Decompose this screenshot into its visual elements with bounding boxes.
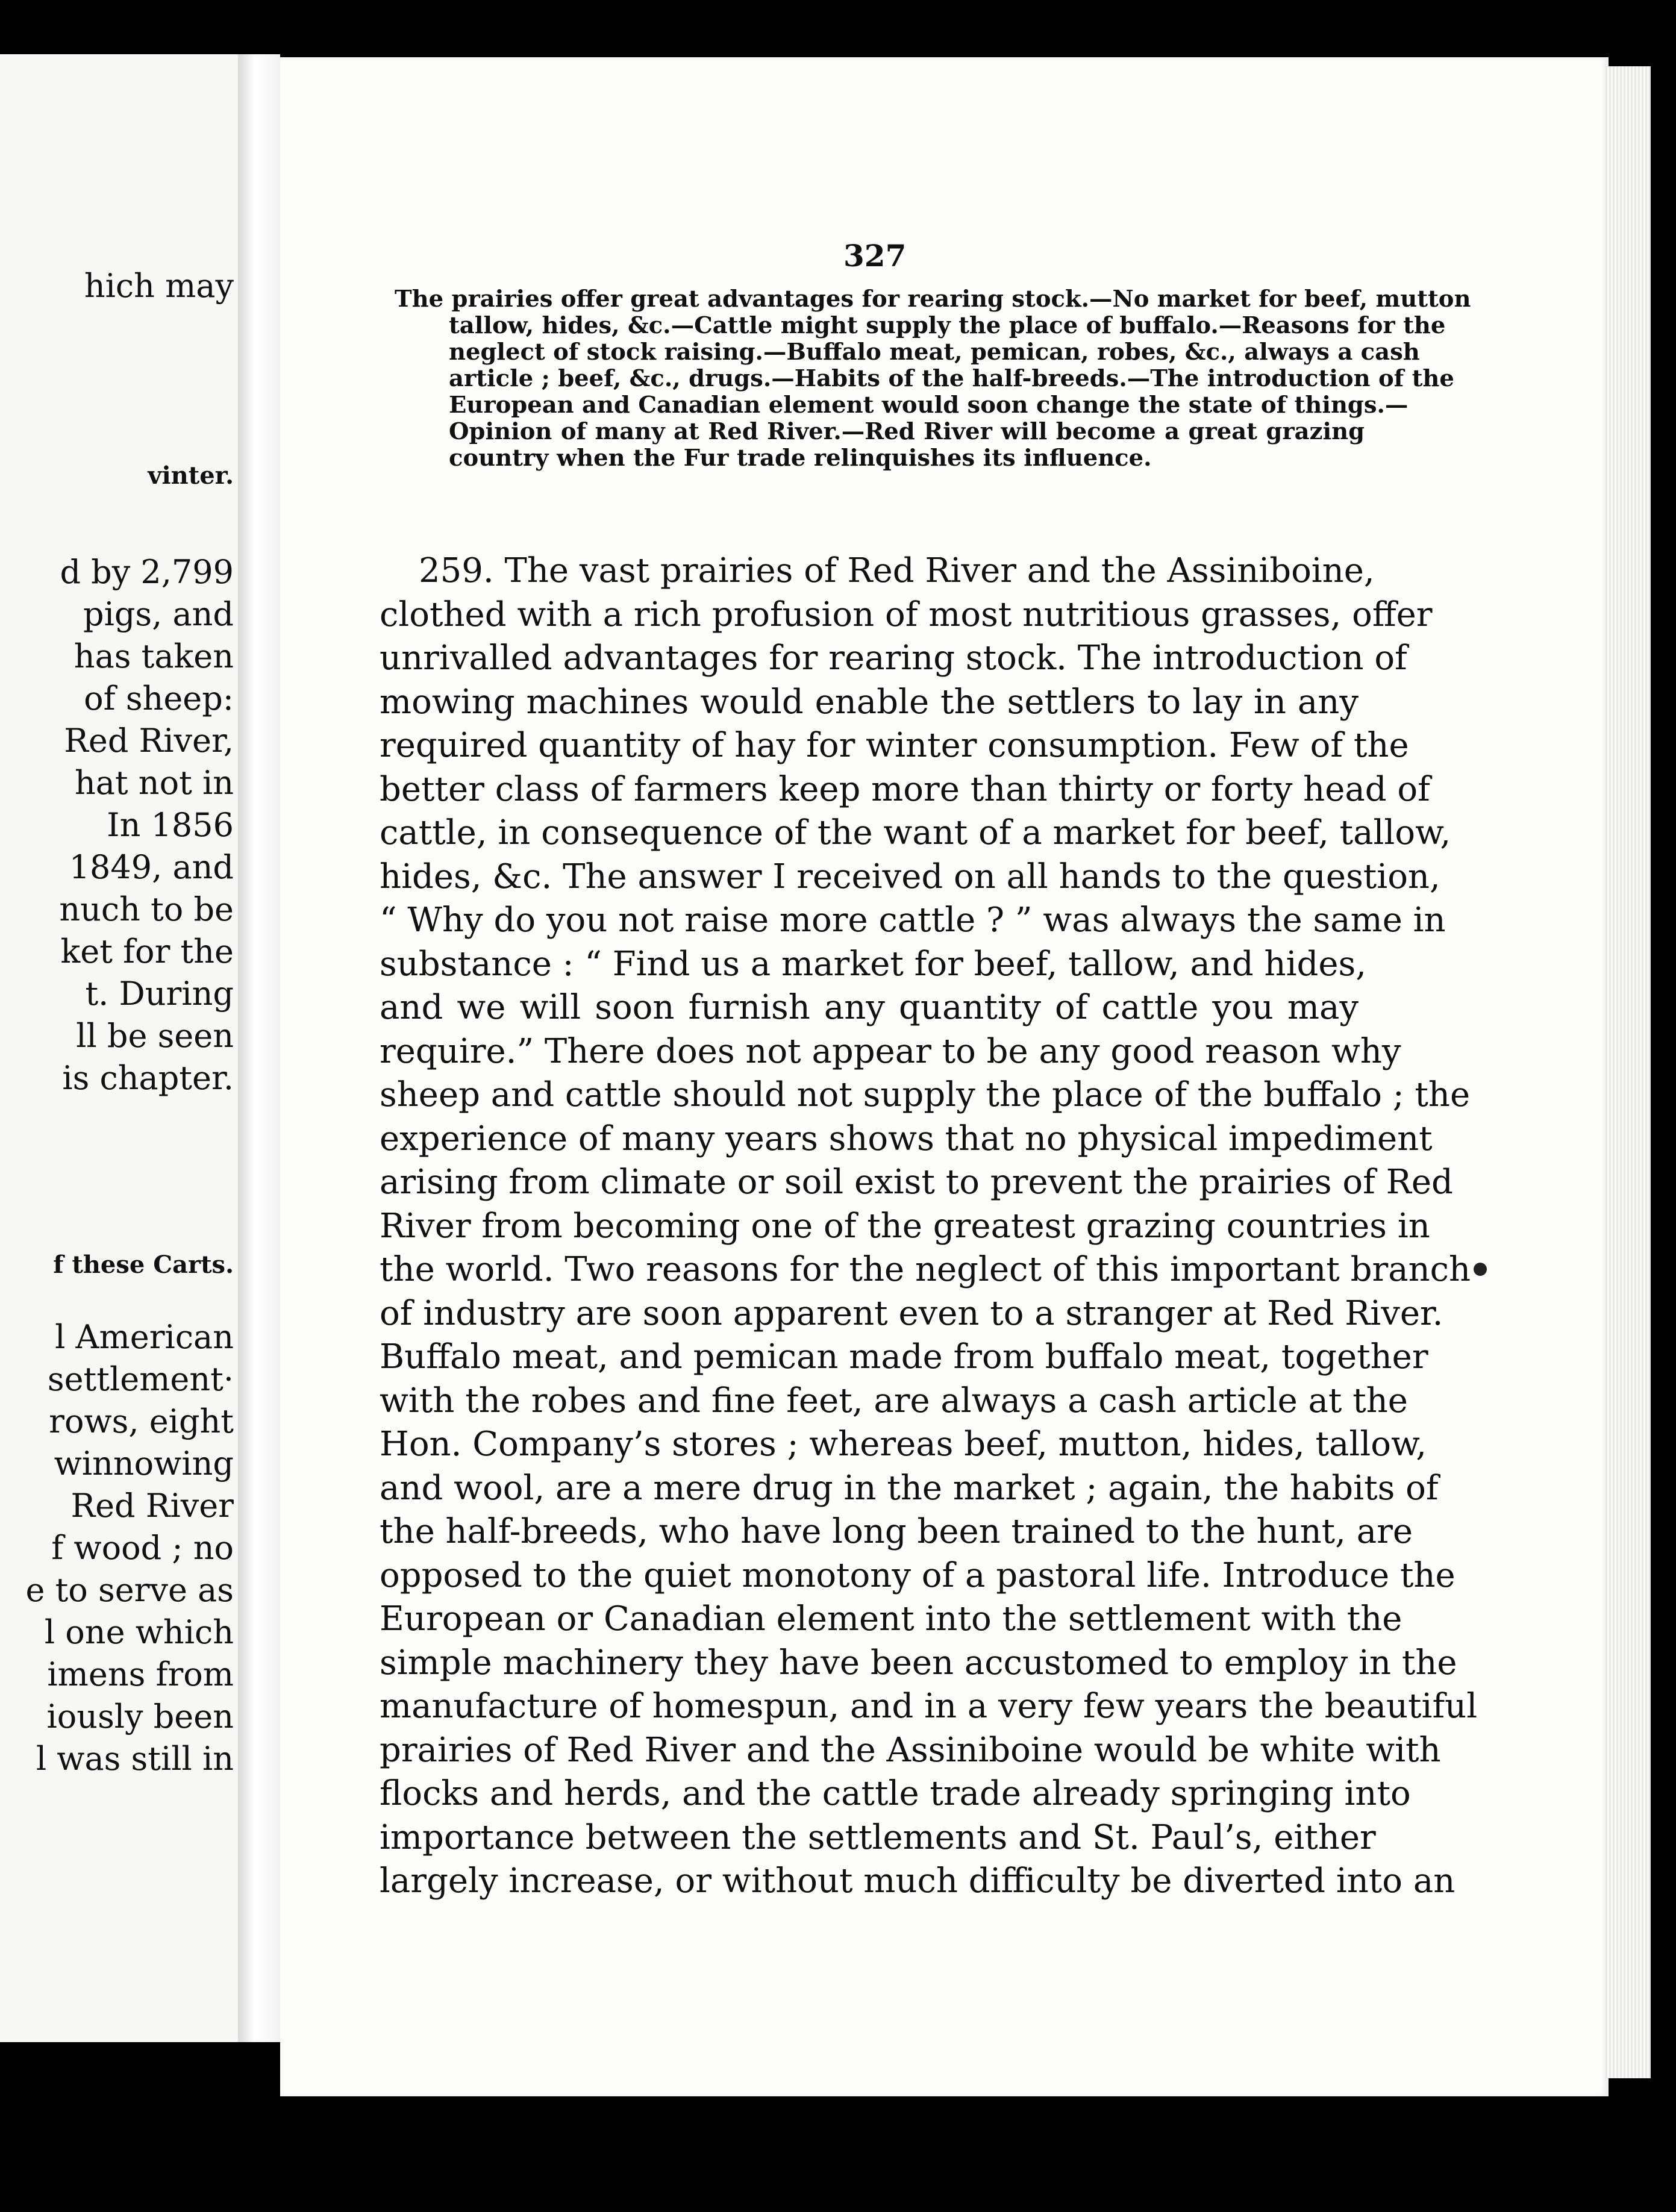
body-line: substance : “ Find us a market for beef, tallow, and hides, [380, 944, 1367, 984]
body-line: “ Why do you not raise more cattle ? ” was always the same in [380, 901, 1446, 940]
left-page-line: e to serve as [25, 1571, 234, 1609]
body-line: Buffalo meat, and pemican made from buffalo meat, together [380, 1337, 1428, 1376]
left-page-line: l American [55, 1318, 234, 1356]
body-line: cattle, in consequence of the want of a market for beef, tallow, [380, 813, 1451, 852]
body-line: flocks and herds, and the cattle trade already springing into [380, 1774, 1411, 1813]
left-page-line: vinter. [148, 461, 234, 490]
left-page-line: iously been [46, 1698, 234, 1736]
left-page-line: settlement· [47, 1360, 234, 1398]
left-page-line: f these Carts. [53, 1251, 234, 1279]
summary-line: country when the Fur trade relinquishes its influence. [449, 445, 1152, 472]
body-line: better class of farmers keep more than thirty or forty head of [380, 769, 1430, 809]
left-page-line: t. During [85, 975, 234, 1013]
summary-line: neglect of stock raising.—Buffalo meat, pemican, robes, &c., always a cash [449, 339, 1420, 366]
body-line: unrivalled advantages for rearing stock. The introduction of [380, 639, 1407, 678]
body-line: experience of many years shows that no physical impediment [380, 1119, 1433, 1158]
body-text [380, 549, 1478, 1904]
left-page-line: nuch to be [59, 890, 234, 928]
summary-line: The prairies offer great advantages for rearing stock.—No market for beef, mutton [395, 286, 1471, 313]
left-page-line: f wood ; no [51, 1529, 234, 1567]
body-line: the world. Two reasons for the neglect of this important branch [380, 1250, 1471, 1289]
previous-page [0, 54, 238, 2042]
paragraph-259-first-line: 259. The vast prairies of Red River and the Assiniboine, [419, 551, 1375, 590]
left-page-line: winnowing [54, 1445, 234, 1482]
chapter-summary [395, 286, 1471, 472]
left-page-line: Red River [70, 1487, 234, 1525]
left-page-line: has taken [73, 637, 234, 675]
body-line: importance between the settlements and St. Paul’s, either [380, 1817, 1376, 1857]
left-page-line: is chapter. [62, 1059, 234, 1097]
left-page-line: rows, eight [49, 1402, 234, 1440]
summary-line: article ; beef, &c., drugs.—Habits of the half-breeds.—The introduction of the [449, 365, 1454, 392]
body-line: opposed to the quiet monotony of a pastoral life. Introduce the [380, 1555, 1456, 1595]
body-line: and wool, are a mere drug in the market ; again, the habits of [380, 1468, 1439, 1508]
body-line: River from becoming one of the greatest grazing countries in [380, 1206, 1430, 1246]
left-page-line: l one which [44, 1613, 234, 1651]
margin-dot [1474, 1263, 1487, 1276]
left-page-line: pigs, and [83, 595, 234, 633]
body-line: mowing machines would enable the settlers to lay in any [380, 682, 1359, 722]
left-page-line: l was still in [36, 1740, 234, 1778]
summary-line: tallow, hides, &c.—Cattle might supply the place of buffalo.—Reasons for the [449, 312, 1446, 339]
left-page-line: hat not in [74, 764, 234, 802]
body-line: prairies of Red River and the Assiniboine would be white with [380, 1730, 1441, 1770]
left-page-line: ket for the [60, 933, 234, 970]
body-line: with the robes and fine feet, are always a cash article at the [380, 1381, 1408, 1420]
body-line: simple machinery they have been accustomed to employ in the [380, 1643, 1457, 1682]
summary-line: Opinion of many at Red River.—Red River will become a great grazing [449, 418, 1365, 445]
body-line: manufacture of homespun, and in a very few years the beautiful [380, 1687, 1478, 1726]
summary-line: European and Canadian element would soon change the state of things.— [449, 392, 1409, 419]
body-line: of industry are soon apparent even to a stranger at Red River. [380, 1293, 1443, 1333]
body-line: hides, &c. The answer I received on all hands to the question, [380, 857, 1440, 896]
page-edges [1606, 66, 1651, 2078]
body-line: sheep and cattle should not supply the place of the buffalo ; the [380, 1075, 1471, 1114]
left-page-line: Red River, [64, 722, 234, 760]
body-line: European or Canadian element into the settlement with the [380, 1599, 1402, 1639]
left-page-line: hich may [84, 267, 234, 305]
body-line: arising from climate or soil exist to prevent the prairies of Red [380, 1163, 1453, 1202]
body-line: largely increase, or without much difficulty be diverted into an [380, 1861, 1456, 1901]
left-page-line: of sheep: [84, 680, 234, 717]
book-gutter [238, 54, 280, 2042]
body-line: and we will soon furnish any quantity of cattle you may [380, 988, 1359, 1027]
left-page-line: ll be seen [76, 1017, 234, 1055]
page-number: 327 [843, 238, 907, 273]
body-line: clothed with a rich profusion of most nutritious grasses, offer [380, 595, 1433, 634]
body-line: the half-breeds, who have long been trained to the hunt, are [380, 1512, 1413, 1551]
body-line: Hon. Company’s stores ; whereas beef, mutton, hides, tallow, [380, 1425, 1427, 1464]
body-line: require.” There does not appear to be any good reason why [380, 1031, 1401, 1071]
body-line: required quantity of hay for winter consumption. Few of the [380, 726, 1409, 765]
left-page-line: imens from [47, 1655, 234, 1693]
left-page-line: In 1856 [107, 806, 234, 844]
left-page-line: d by 2,799 [60, 553, 234, 591]
left-page-line: 1849, and [69, 848, 234, 886]
